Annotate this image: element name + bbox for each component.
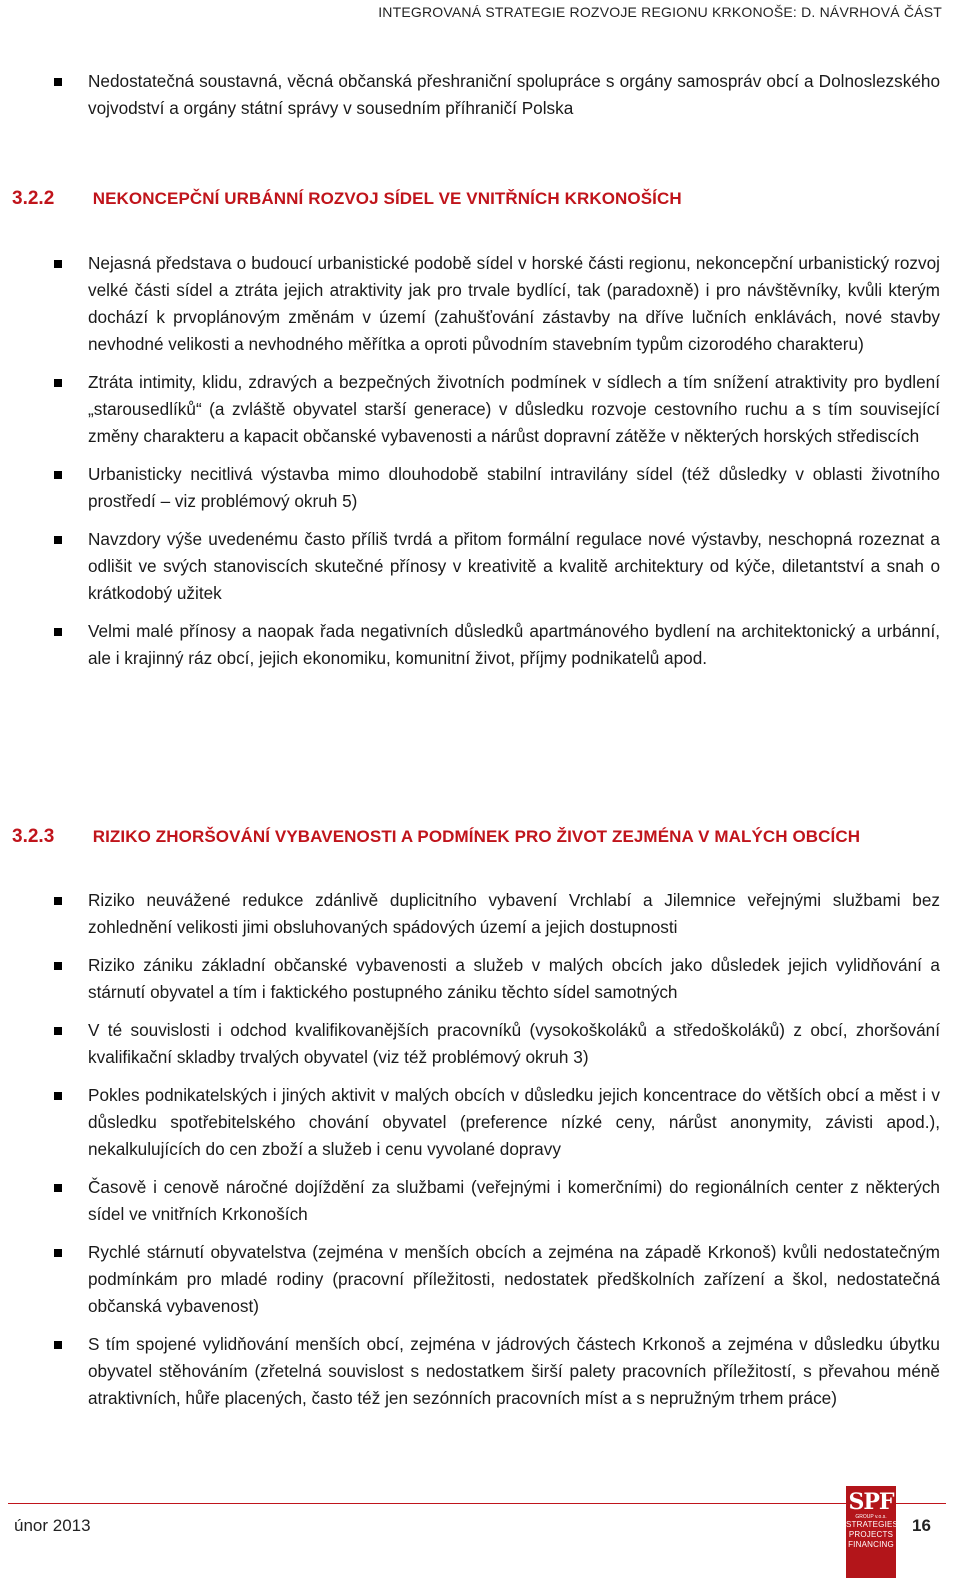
list-item: V té souvislosti i odchod kvalifikovanějších pracovníků (vysokoškoláků a středoškoláků) z obcí, zhoršování kvalifikační skladby trvalých obyvatel (viz též problémový okruh 3) <box>0 1017 960 1071</box>
list-item: Pokles podnikatelských i jiných aktivit v malých obcích v důsledku jejich koncentrace do větších obcí a měst i v důsledku spotřebitelského chování obyvatel (preference nízké ceny, nárůst anonymity, závisti apod.), nekalkulujících do cen zboží a služeb i cenu vyvolané dopravy <box>0 1082 960 1163</box>
section-title: RIZIKO ZHORŠOVÁNÍ VYBAVENOSTI A PODMÍNEK PRO ŽIVOT ZEJMÉNA V MALÝCH OBCÍCH <box>92 827 861 846</box>
running-header: INTEGROVANÁ STRATEGIE ROZVOJE REGIONU KRKONOŠE: D. NÁVRHOVÁ ČÁST <box>378 4 942 20</box>
list-item: Velmi malé přínosy a naopak řada negativních důsledků apartmánového bydlení na architektonický a urbánní, ale i krajinný ráz obcí, jejich ekonomiku, komunitní život, příjmy podnikatelů apod. <box>0 618 960 672</box>
section-heading-323 <box>12 823 860 851</box>
list-item: Riziko zániku základní občanské vybavenosti a služeb v malých obcích jako důsledek jejich vylidňování a stárnutí obyvatel a tím i faktického postupného zániku těchto sídel samotných <box>0 952 960 1006</box>
list-item: Nedostatečná soustavná, věcná občanská přeshraniční spolupráce s orgány samospráv obcí a Dolnoslezského vojvodství a orgány státní správy v sousedním příhraničí Polska <box>0 68 960 122</box>
logo-sub: GROUP v.o.s. <box>855 1514 887 1520</box>
spf-logo <box>846 1486 899 1578</box>
list-item: S tím spojené vylidňování menších obcí, zejména v jádrových částech Krkonoš a zejména v důsledku úbytku obyvatel stěhováním (zřetelná souvislost s nedostatkem širší palety pracovních příležitostí, s převahou méně atraktivních, hůře placených, často též jen sezónních pracovních míst a s nepružným trhem práce) <box>0 1331 960 1412</box>
list-item: Časově i cenově náročné dojíždění za službami (veřejnými i komerčními) do regionálních center z některých sídel ve vnitřních Krkonoších <box>0 1174 960 1228</box>
section-title: NEKONCEPČNÍ URBÁNNÍ ROZVOJ SÍDEL VE VNITŘNÍCH KRKONOŠÍCH <box>92 189 682 208</box>
section-number: 3.2.3 <box>12 826 55 847</box>
footer-date: únor 2013 <box>14 1516 91 1535</box>
section-heading-322 <box>12 185 682 213</box>
list-item: Urbanisticky necitlivá výstavba mimo dlouhodobě stabilní intravilány sídel (též důsledky v oblasti životního prostředí – viz problémový okruh 5) <box>0 461 960 515</box>
section-number: 3.2.2 <box>12 188 55 209</box>
footer-divider <box>8 1503 946 1504</box>
list-item: Rychlé stárnutí obyvatelstva (zejména v menších obcích a zejména na západě Krkonoš) kvůli nedostatečným podmínkám pro mladé rodiny (pracovní příležitosti, nedostatek předškolních zařízení a škol, nedostatečná občanská vybavenost) <box>0 1239 960 1320</box>
list-item: Ztráta intimity, klidu, zdravých a bezpečných životních podmínek v sídlech a tím snížení atraktivity pro bydlení „starousedlíků“ (a zvláště obyvatel starší generace) v důsledku rozvoje cestovního ruchu a s tím související změny charakteru a kapacit občanské vybavenosti a nárůst dopravní zátěže v některých horských střediscích <box>0 369 960 450</box>
section-322-list <box>0 250 960 683</box>
section-323-list <box>0 887 960 1423</box>
list-item: Riziko neuvážené redukce zdánlivě duplicitního vybavení Vrchlabí a Jilemnice veřejnými službami bez zohlednění velikosti jimi obsluhovaných spádových území a jejich dostupnosti <box>0 887 960 941</box>
intro-list <box>0 68 960 133</box>
page-number: 16 <box>912 1516 931 1535</box>
logo-line: FINANCING <box>848 1540 894 1549</box>
logo-mark: SPF <box>848 1489 894 1515</box>
list-item: Nejasná představa o budoucí urbanistické podobě sídel v horské části regionu, nekoncepční urbanistický rozvoj velké části sídel a ztráta jejich atraktivity jak pro trvale bydlící, tak (paradoxně) i pro návštěvníky, kvůli kterým dochází k prvoplánovým změnám v území (zahušťování zástavby na dříve lučních enklávách, nové stavby nevhodné velikosti a nevhodného měřítka a oproti původním stavebním typům cizorodého charakteru) <box>0 250 960 358</box>
list-item: Navzdory výše uvedenému často příliš tvrdá a přitom formální regulace nové výstavby, neschopná rozeznat a odlišit ve svých stanoviscích skutečné přínosy v kreativitě a kvalitě architektury od kýče, diletantství a snah o krátkodobý užitek <box>0 526 960 607</box>
logo-line: STRATEGIES <box>846 1520 899 1529</box>
logo-line: PROJECTS <box>848 1530 894 1539</box>
